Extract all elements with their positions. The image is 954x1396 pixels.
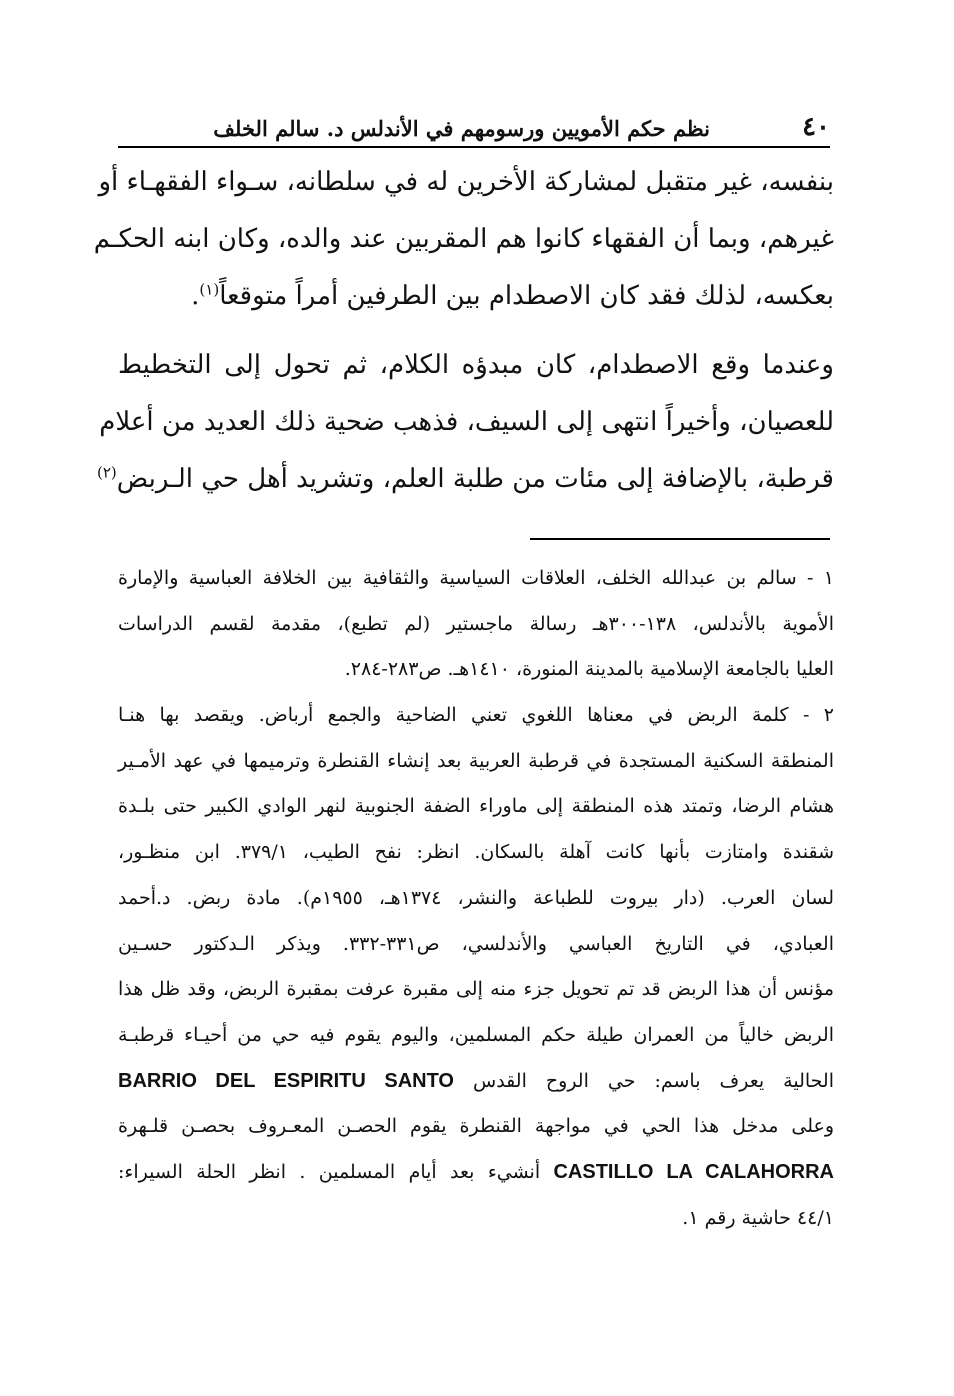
body-line: للعصيان، وأخيراً انتهى إلى السيف، فذهب ضحية ذلك العديد من أعلام	[99, 407, 834, 437]
body-line: بنفسه، غير متقبل لمشاركة الأخرين له في سلطانه، سـواء الفقهـاء أو	[98, 167, 834, 197]
footnote-line: الربض خالياً من العمران طيلة حكم المسلمين، واليوم يقوم فيه حي من أحيـاء قرطبـة	[118, 1023, 834, 1046]
footnote-line: المنطقة السكنية المستجدة في قرطبة العربية بعد إنشاء القنطرة وترميمها في عهد الأمـير	[118, 749, 834, 772]
footnote-line: مؤنس أن هذا الربض قد تم تحويل جزء منه إلى مقبرة عرفت بمقبرة الربض، وقد ظل هذا	[118, 978, 834, 1001]
latin-place-name: BARRIO DEL ESPIRITU SANTO	[118, 1069, 454, 1092]
body-line	[118, 268, 834, 325]
footnote-text: الحالية يعرف باسم: حي الروح القدس	[473, 1069, 835, 1092]
running-header	[118, 112, 830, 146]
body-line: غيرهم، وبما أن الفقهاء كانوا هم المقربين عند والده، وكان ابنه الحكـم	[93, 224, 834, 254]
body-line: وعندما وقع الاصطدام، كان مبدؤه الكلام، ثم تحول إلى التخطيط	[118, 350, 834, 380]
body-line-text: بعكسه، لذلك فقد كان الاصطدام بين الطرفين أمراً متوقعاً	[219, 281, 834, 311]
footnote-line: وعلى مدخل هذا الحي في مواجهة القنطرة يقوم الحصـن المعـروف بحصـن قلـهرة	[118, 1115, 835, 1138]
footnotes	[118, 556, 834, 1241]
page-number: ٤٠	[802, 112, 830, 142]
body-line-end: .	[191, 281, 200, 311]
footnote-ref[interactable]: (١)	[199, 280, 220, 299]
body-line-text: قرطبة، بالإضافة إلى مئات من طلبة العلم، وتشريد أهل حي الـربض	[116, 464, 834, 494]
footnote-line: ١ - سالم بن عبدالله الخلف، العلاقات السياسية والثقافية بين الخلافة العباسية والإمارة	[118, 567, 834, 589]
footnote-line: العبادي، في التاريخ العباسي والأندلسي، ص٣٣١-٣٣٢. ويذكر الـدكتور حسـين	[118, 932, 834, 955]
footnote-line: الأموية بالأندلس، ١٣٨-٣٠٠هـ رسالة ماجستير (لم تطبع)، مقدمة لقسم الدراسات	[118, 612, 834, 635]
footnote-line	[118, 1059, 834, 1105]
footnote-line: العليا بالجامعة الإسلامية بالمدينة المنورة، ١٤١٠هـ. ص٢٨٣-٢٨٤.	[344, 658, 834, 681]
footnote-line: ٢ - كلمة الربض في معناها اللغوي تعني الضاحية والجمع أرباض. ويقصد بها هنـا	[118, 704, 834, 727]
footnote-line: شقندة وامتازت بأنها كانت آهلة بالسكان. انظر: نفح الطيب، ٣٧٩/١. ابن منظـور،	[118, 841, 834, 864]
running-title: نظم حكم الأمويين ورسومهم في الأندلس د. سالم الخلف	[213, 116, 710, 141]
header-rule	[118, 146, 830, 148]
body-text	[93, 154, 834, 508]
footnote-line	[118, 1150, 834, 1196]
footnote-text: أنشيء بعد أيام المسلمين . انظر الحلة السيراء:	[118, 1160, 541, 1183]
footnote-rule	[530, 538, 830, 540]
footnote-line: لسان العرب. (دار بيروت للطباعة والنشر، ١٣٧٤هـ، ١٩٥٥م). مادة ربض. د.أحمد	[118, 886, 834, 909]
footnote-ref[interactable]: (٢)	[97, 463, 117, 482]
body-line	[97, 451, 834, 508]
footnote-line: ٤٤/١ حاشية رقم ١.	[682, 1206, 834, 1229]
latin-place-name: CASTILLO LA CALAHORRA	[553, 1160, 834, 1183]
footnote-line: هشام الرضا، وتمتد هذه المنطقة إلى ماوراء الضفة الجنوبية لنهر الوادي الكبير حتى بلـدة	[118, 795, 834, 818]
